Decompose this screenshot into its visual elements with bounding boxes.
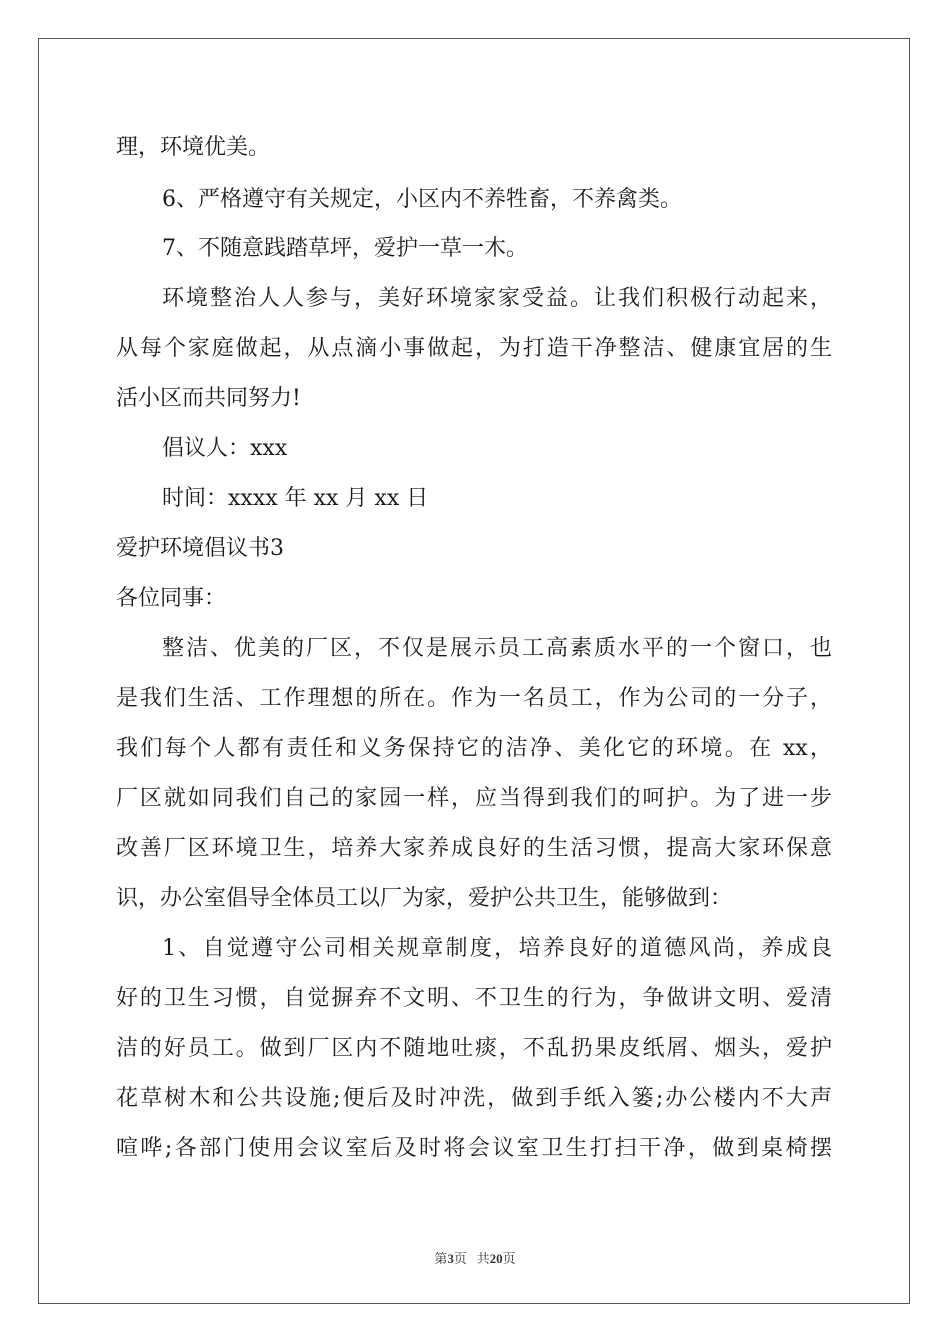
text-line: 6、严格遵守有关规定，小区内不养牲畜，不养禽类。 [162, 187, 682, 212]
page-prefix: 第 [434, 1251, 448, 1266]
text-line: 整洁、优美的厂区，不仅是展示员工高素质水平的一个窗口，也 [162, 636, 832, 661]
text-line: 是我们生活、工作理想的所在。作为一名员工，作为公司的一分子， [116, 686, 832, 711]
text-line: 环境整治人人参与，美好环境家家受益。让我们积极行动起来， [162, 286, 832, 311]
text-line: 识，办公室倡导全体员工以厂为家，爱护公共卫生，能够做到： [116, 886, 733, 911]
total-prefix: 共 [476, 1251, 490, 1266]
text-line: 从每个家庭做起，从点滴小事做起，为打造干净整洁、健康宜居的生 [116, 336, 832, 361]
text-line: 洁的好员工。做到厂区内不随地吐痰，不乱扔果皮纸屑、烟头，爱护 [116, 1036, 832, 1061]
text-line: 理，环境优美。 [116, 135, 271, 160]
text-line: 改善厂区环境卫生，培养大家养成良好的生活习惯，提高大家环保意 [116, 836, 832, 861]
text-line: 喧哗;各部门使用会议室后及时将会议室卫生打扫干净，做到桌椅摆 [116, 1136, 832, 1161]
page-border [38, 38, 910, 1304]
text-line: 倡议人：xxx [162, 436, 288, 461]
page-suffix: 页 [453, 1251, 467, 1266]
salutation: 各位同事： [116, 586, 227, 611]
text-line: 厂区就如同我们自己的家园一样，应当得到我们的呵护。为了进一步 [116, 786, 832, 811]
text-line: 1、自觉遵守公司相关规章制度，培养良好的道德风尚，养成良 [162, 936, 832, 961]
text-line: 好的卫生习惯，自觉摒弃不文明、不卫生的行为，争做讲文明、爱清 [116, 986, 832, 1011]
text-line: 时间：xxxx 年 xx 月 xx 日 [162, 486, 429, 511]
text-line: 7、不随意践踏草坪，爱护一草一木。 [162, 236, 528, 261]
page-footer [0, 1248, 950, 1267]
total-suffix: 页 [502, 1251, 516, 1266]
text-line: 花草树木和公共设施;便后及时冲洗，做到手纸入篓;办公楼内不大声 [116, 1086, 832, 1111]
text-line: 活小区而共同努力! [116, 386, 301, 411]
total-pages: 20 [489, 1251, 503, 1266]
page-number: 3 [447, 1251, 454, 1266]
text-line: 我们每个人都有责任和义务保持它的洁净、美化它的环境。在 xx， [116, 736, 832, 761]
section-title: 爱护环境倡议书3 [116, 536, 284, 561]
